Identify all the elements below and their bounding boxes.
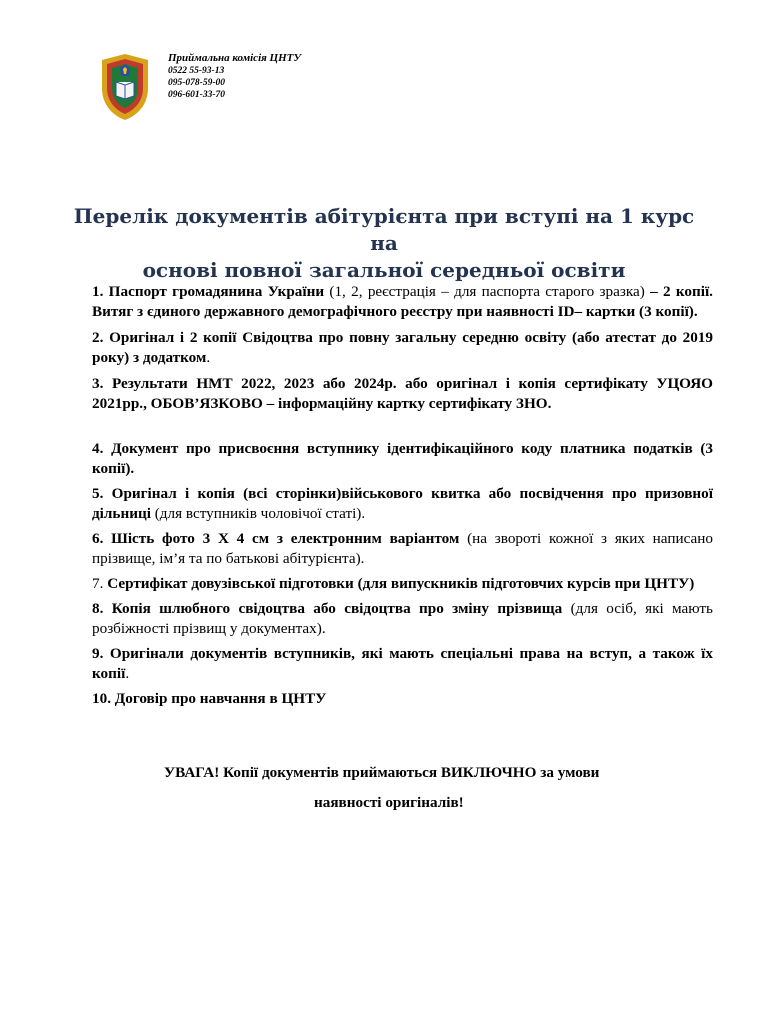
warning-line: наявності оригіналів! [314,794,464,811]
admissions-office-name: Приймальна комісія ЦНТУ [168,52,302,64]
title-line: Перелік документів абітурієнта при вступі на 1 курс на [73,204,695,255]
warning-line: УВАГА! Копії документів приймаються ВИКЛЮЧНО за умови [164,764,600,781]
item-text: . [125,665,130,682]
list-item-9 [92,644,713,684]
item-text: 6. Шість фото 3 Х 4 см з електронним варіантом [92,530,460,547]
list-item-4 [92,439,713,479]
university-crest-icon [96,52,154,122]
item-text: 8. Копія шлюбного свідоцтва або свідоцтва про зміну прізвища [92,600,563,617]
list-item-7 [92,574,713,594]
item-text: 7. [92,575,108,592]
document-list [92,282,713,709]
item-text: 3. Результати НМТ 2022, 2023 або 2024р. або оригінал і копія сертифікату УЦОЯО 2021рр., ОБОВ’ЯЗКОВО – інформаційну картку сертифікату ЗНО. [92,375,713,412]
item-text: – 2 копії. Витяг з єдиного державного демографічного реєстру при наявності ID– картки (3 копії). [92,283,713,320]
list-item-8 [92,599,713,639]
item-text: . [206,349,211,366]
phone-number: 095-078-59-00 [168,78,225,88]
item-text: (для осіб, які мають розбіжності прізвищ у документах). [92,600,713,637]
item-text: 10. Договір про навчання в ЦНТУ [92,690,327,707]
item-text: Сертифікат довузівської підготовки (для випускників підготовчих курсів при ЦНТУ) [107,575,695,592]
header [96,52,696,132]
item-text: (для вступників чоловічої статі). [150,505,366,522]
phone-number: 0522 55-93-13 [168,66,225,76]
item-text: 5. Оригінал і копія (всі сторінки)військового квитка або посвідчення про призовної дільниці [92,485,713,522]
list-item-6 [92,529,713,569]
list-item-3 [92,374,713,414]
list-item-5 [92,484,713,524]
list-item-10 [92,689,713,709]
page-title [60,203,708,284]
item-text: 2. Оригінал і 2 копії Свідоцтва про повну загальну середню освіту (або атестат до 2019 року) з додатком [92,329,713,366]
item-text: 1. Паспорт громадянина України [92,283,325,300]
phone-number: 096-601-33-70 [168,90,225,100]
item-text: 9. Оригінали документів вступників, які мають спеціальні права на вступ, а також їх копії [92,645,713,682]
item-text: 4. Документ про присвоєння вступнику ідентифікаційного коду платника податків (3 копії). [92,440,713,477]
list-item-2 [92,328,713,368]
item-text: (на звороті кожної з яких написано прізвище, ім’я та по батькові абітурієнта). [92,530,713,567]
title-line: основі повної загальної середньої освіти [142,258,626,282]
contact-block [168,52,301,101]
item-text: (1, 2, реєстрація – для паспорта старого зразка) [324,283,651,300]
list-item-1 [92,282,713,322]
